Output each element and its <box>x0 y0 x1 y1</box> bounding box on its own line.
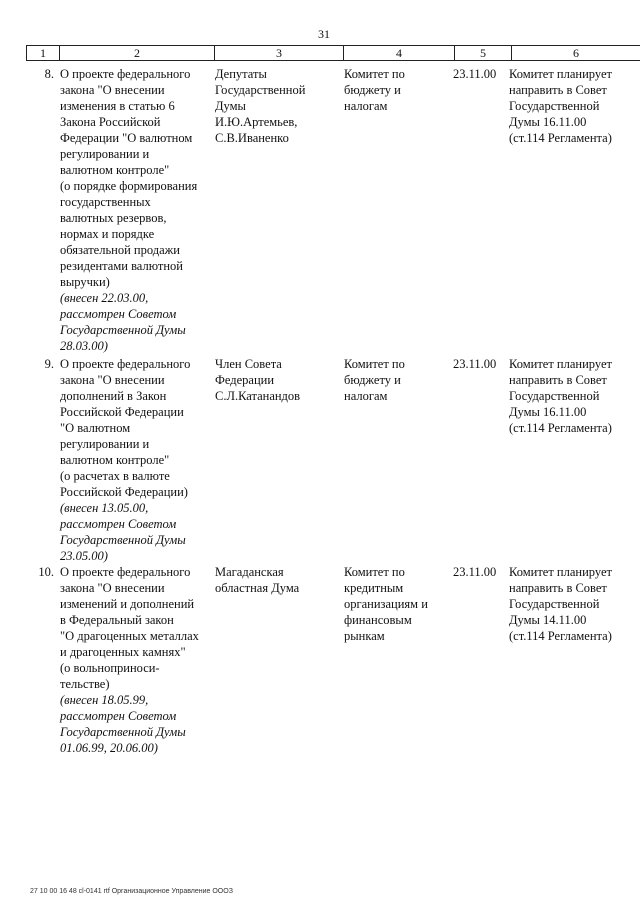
committee-line: налогам <box>344 389 388 403</box>
bill-title-line: в Федеральный закон <box>60 613 174 627</box>
status-line: Комитет планирует <box>509 565 612 579</box>
table-row <box>26 66 634 356</box>
column-header-5: 5 <box>455 46 512 61</box>
bill-title-line: О проекте федерального <box>60 357 191 371</box>
date: 23.11.00 <box>453 67 497 81</box>
bill-title-line: закона "О внесении <box>60 83 165 97</box>
bill-title-line: Закона Российской <box>60 115 161 129</box>
row-number: 8. <box>44 67 54 81</box>
bill-note-line: Государственной Думы <box>60 323 186 337</box>
status-line: Думы 14.11.00 <box>509 613 587 627</box>
author-line: Депутаты <box>215 67 267 81</box>
bill-title-line: Федерации "О валютном <box>60 131 193 145</box>
status <box>506 66 634 356</box>
bill-title-line: регулировании и <box>60 437 150 451</box>
bill-title-line: изменения в статью 6 <box>60 99 175 113</box>
bill-note-line: рассмотрен Советом <box>60 307 177 321</box>
responsible-committee <box>340 564 450 764</box>
bill-title-line: О проекте федерального <box>60 67 191 81</box>
bill-title <box>58 564 212 764</box>
date: 23.11.00 <box>453 357 497 371</box>
committee-line: рынкам <box>344 629 385 643</box>
committee-line: Комитет по <box>344 67 405 81</box>
bill-title-line: и драгоценных камнях" <box>60 645 186 659</box>
bill-title-line: резидентами валютной <box>60 259 183 273</box>
bill-author <box>212 356 340 564</box>
table-row <box>26 564 634 764</box>
author-line: И.Ю.Артемьев, <box>215 115 298 129</box>
column-header-4: 4 <box>344 46 455 61</box>
bill-note-line: 01.06.99, 20.06.00) <box>60 741 158 755</box>
author-line: С.Л.Катанандов <box>215 389 301 403</box>
document-footer: 27 10 00 16 48 cl-0141 rtf Организационное Управление ОООЗ <box>30 888 233 895</box>
bill-note-line: 28.03.00) <box>60 339 108 353</box>
column-header-row <box>26 45 640 61</box>
bill-note-line: Государственной Думы <box>60 725 186 739</box>
status-line: Государственной <box>509 389 600 403</box>
committee-line: налогам <box>344 99 388 113</box>
column-header-1: 1 <box>27 46 60 61</box>
row-number: 10. <box>38 565 54 579</box>
status-line: направить в Совет <box>509 581 607 595</box>
bill-note-line: (внесен 18.05.99, <box>60 693 149 707</box>
bill-title-line: тельстве) <box>60 677 110 691</box>
committee-line: Комитет по <box>344 565 405 579</box>
status-line: Думы 16.11.00 <box>509 115 587 129</box>
row-number: 9. <box>44 357 54 371</box>
bill-note-line: рассмотрен Советом <box>60 517 177 531</box>
status <box>506 356 634 564</box>
table-row <box>26 356 634 564</box>
bill-title <box>58 66 212 356</box>
bill-title-line: Российской Федерации <box>60 405 184 419</box>
bill-title-line: валютных резервов, <box>60 211 167 225</box>
bill-title-line: государственных <box>60 195 151 209</box>
bill-title-line: (о расчетах в валюте <box>60 469 170 483</box>
bill-author <box>212 66 340 356</box>
author-line: Федерации <box>215 373 275 387</box>
status-line: Государственной <box>509 597 600 611</box>
status-line: Государственной <box>509 99 600 113</box>
bill-note-line: рассмотрен Советом <box>60 709 177 723</box>
status-line: направить в Совет <box>509 373 607 387</box>
bill-title <box>58 356 212 564</box>
bill-title-line: дополнений в Закон <box>60 389 167 403</box>
column-header-2: 2 <box>60 46 215 61</box>
bill-title-line: О проекте федерального <box>60 565 191 579</box>
author-line: Думы <box>215 99 246 113</box>
column-header-3: 3 <box>215 46 344 61</box>
committee-line: бюджету и <box>344 83 401 97</box>
author-line: Магаданская <box>215 565 284 579</box>
bill-title-line: "О драгоценных металлах <box>60 629 199 643</box>
author-line: С.В.Иваненко <box>215 131 289 145</box>
committee-line: кредитным <box>344 581 404 595</box>
status-line: (ст.114 Регламента) <box>509 131 612 145</box>
bill-title-line: "О валютном <box>60 421 131 435</box>
page-number: 31 <box>318 27 330 41</box>
status-line: Думы 16.11.00 <box>509 405 587 419</box>
status-line: Комитет планирует <box>509 357 612 371</box>
bill-title-line: регулировании и <box>60 147 150 161</box>
bill-title-line: Российской Федерации) <box>60 485 188 499</box>
bill-note-line: Государственной Думы <box>60 533 186 547</box>
status-line: направить в Совет <box>509 83 607 97</box>
bill-title-line: выручки) <box>60 275 110 289</box>
bill-title-line: закона "О внесении <box>60 581 165 595</box>
bill-author <box>212 564 340 764</box>
bill-note-line: (внесен 22.03.00, <box>60 291 149 305</box>
responsible-committee <box>340 356 450 564</box>
committee-line: финансовым <box>344 613 412 627</box>
status-line: Комитет планирует <box>509 67 612 81</box>
date: 23.11.00 <box>453 565 497 579</box>
committee-line: организациям и <box>344 597 428 611</box>
bill-note-line: (внесен 13.05.00, <box>60 501 149 515</box>
bill-title-line: (о порядке формирования <box>60 179 198 193</box>
bill-title-line: валютном контроле" <box>60 453 170 467</box>
responsible-committee <box>340 66 450 356</box>
bill-title-line: валютном контроле" <box>60 163 170 177</box>
status-line: (ст.114 Регламента) <box>509 421 612 435</box>
table-body <box>26 66 634 764</box>
bill-title-line: нормах и порядке <box>60 227 155 241</box>
bill-title-line: изменений и дополнений <box>60 597 195 611</box>
bill-title-line: обязательной продажи <box>60 243 180 257</box>
status <box>506 564 634 764</box>
author-line: Государственной <box>215 83 306 97</box>
committee-line: Комитет по <box>344 357 405 371</box>
status-line: (ст.114 Регламента) <box>509 629 612 643</box>
bill-title-line: закона "О внесении <box>60 373 165 387</box>
column-header-6: 6 <box>512 46 640 61</box>
author-line: Член Совета <box>215 357 282 371</box>
author-line: областная Дума <box>215 581 300 595</box>
bill-title-line: (о вольноприноси- <box>60 661 160 675</box>
committee-line: бюджету и <box>344 373 401 387</box>
bill-note-line: 23.05.00) <box>60 549 108 563</box>
